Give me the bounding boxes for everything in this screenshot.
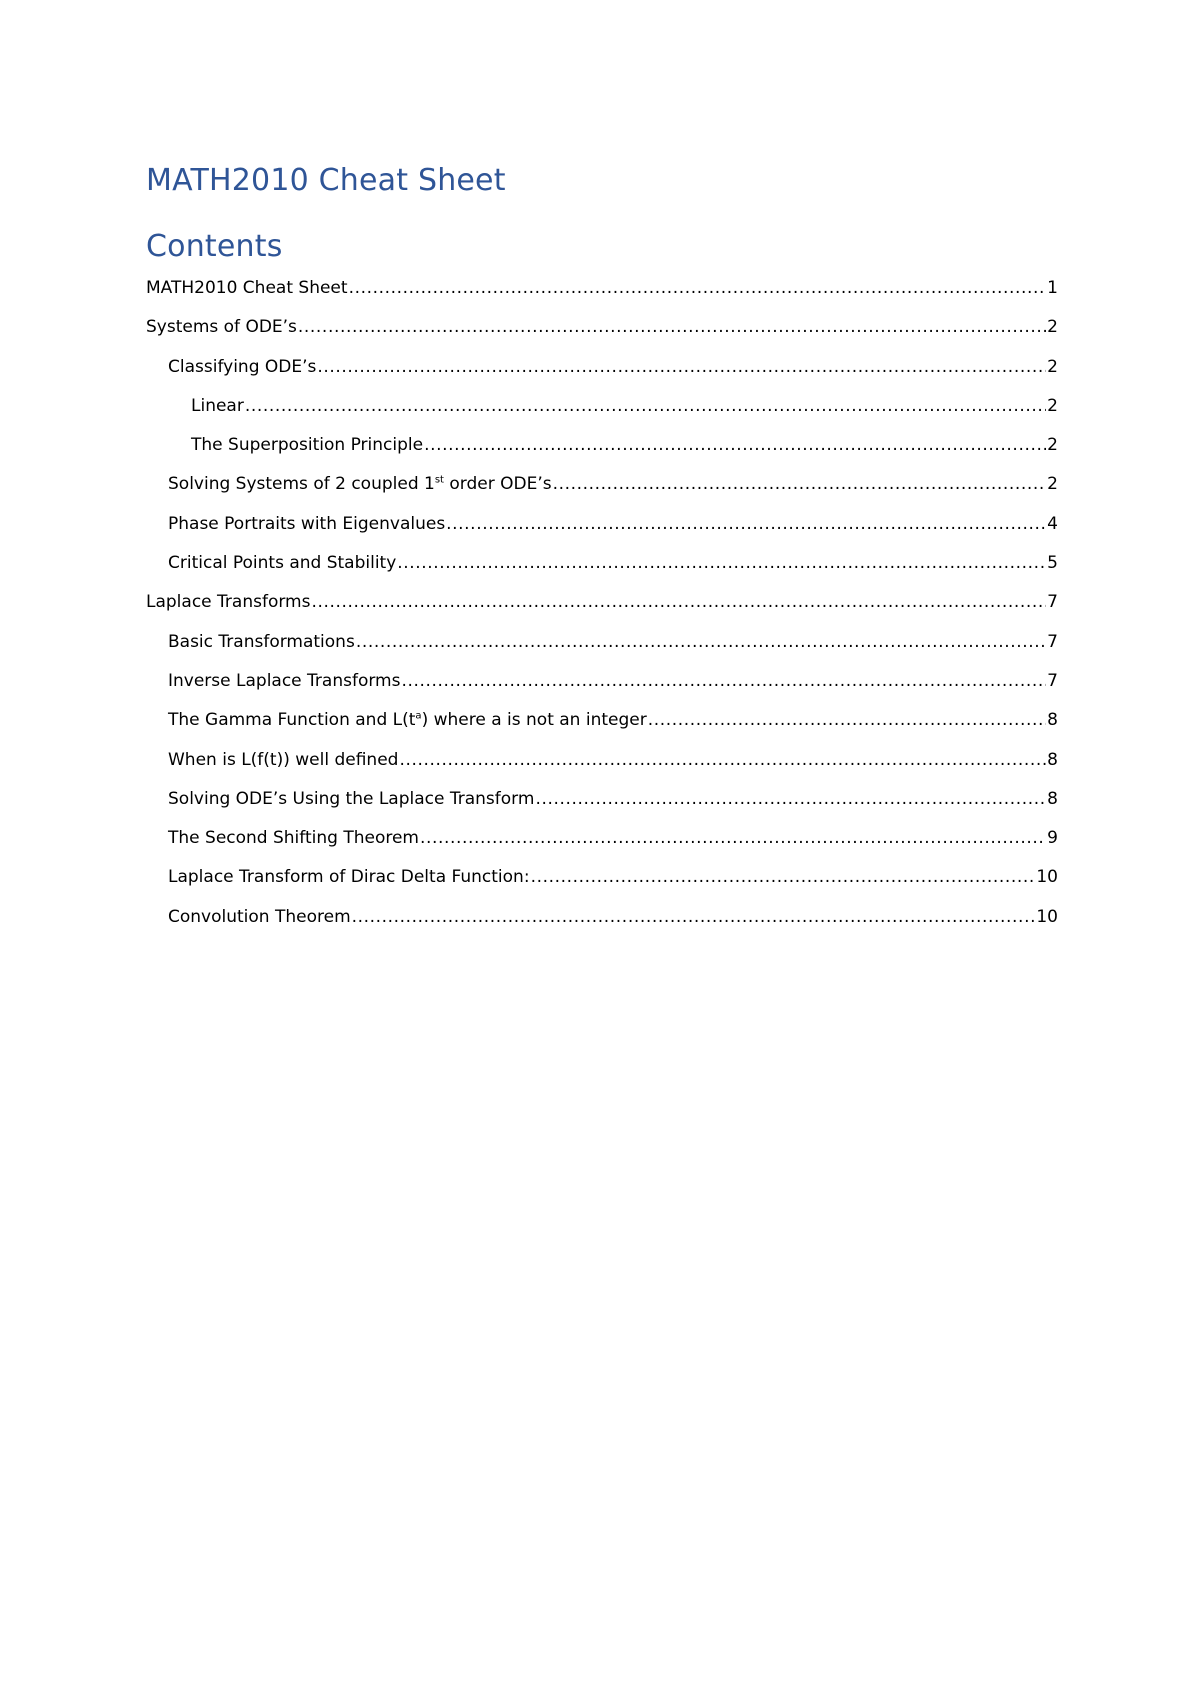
- toc-page-number: 4: [1047, 513, 1058, 534]
- toc-entry-title-text: Classifying ODE’s: [168, 356, 317, 377]
- document-title: MATH2010 Cheat Sheet: [146, 163, 506, 198]
- toc-entry[interactable]: [146, 551, 1058, 590]
- toc-entry[interactable]: [146, 708, 1058, 747]
- toc-page-number: 1: [1047, 278, 1058, 298]
- toc-entry-title[interactable]: [168, 669, 400, 693]
- toc-dot-leader: [401, 669, 1046, 693]
- toc-entry-title[interactable]: [168, 787, 534, 811]
- table-of-contents: [146, 276, 1058, 944]
- toc-dot-leader: [553, 472, 1047, 496]
- toc-entry-title-text: When is L(f(t)) well defined: [168, 749, 399, 770]
- toc-entry-title[interactable]: [168, 905, 351, 929]
- toc-entry-title-text: Inverse Laplace Transforms: [168, 670, 401, 691]
- toc-entry-title[interactable]: [168, 826, 419, 850]
- toc-dot-leader: [397, 551, 1046, 575]
- toc-page-number: 7: [1047, 670, 1058, 691]
- toc-page-number: 10: [1036, 867, 1058, 888]
- toc-entry-title-text: Basic Transformations: [168, 631, 355, 652]
- toc-entry[interactable]: [146, 315, 1058, 354]
- toc-page-number: 7: [1047, 631, 1058, 652]
- toc-entry-title-text: The Superposition Principle: [191, 435, 424, 456]
- toc-entry-title-text: The Second Shifting Theorem: [168, 828, 419, 849]
- toc-entry-title-text: Solving Systems of 2 coupled 1: [168, 474, 435, 495]
- toc-page-number: 2: [1047, 395, 1058, 416]
- toc-entry-title[interactable]: [168, 551, 396, 575]
- toc-entry-title-text: MATH2010 Cheat Sheet: [146, 278, 348, 298]
- toc-entry-title-text-after: ) where a is not an integer: [421, 710, 647, 731]
- toc-entry-title[interactable]: [168, 472, 552, 496]
- toc-entry[interactable]: [146, 787, 1058, 826]
- toc-page-number: 2: [1047, 474, 1058, 495]
- toc-entry[interactable]: [146, 826, 1058, 865]
- toc-entry-title-text-after: order ODE’s: [443, 474, 552, 495]
- toc-entry-title[interactable]: [168, 355, 316, 379]
- toc-entry[interactable]: [146, 630, 1058, 669]
- toc-page-number: 2: [1047, 317, 1058, 338]
- toc-entry-title[interactable]: [191, 394, 244, 418]
- toc-entry-title[interactable]: [146, 315, 297, 339]
- toc-entry-title-text: Laplace Transforms: [146, 592, 311, 613]
- toc-dot-leader: [531, 865, 1036, 889]
- toc-entry-title-text: Convolution Theorem: [168, 906, 351, 927]
- toc-dot-leader: [352, 905, 1036, 929]
- toc-page-number: 8: [1047, 749, 1058, 770]
- toc-entry-title[interactable]: [168, 865, 530, 889]
- toc-entry-superscript: a: [415, 710, 422, 722]
- toc-entry[interactable]: [146, 748, 1058, 787]
- toc-entry-title[interactable]: [168, 748, 398, 772]
- toc-heading: Contents: [146, 229, 283, 264]
- toc-page-number: 2: [1047, 356, 1058, 377]
- toc-page-number: 8: [1047, 788, 1058, 809]
- toc-entry-title-text: Linear: [191, 395, 244, 416]
- toc-entry-title-text: The Gamma Function and L(t: [168, 710, 416, 731]
- toc-page-number: 5: [1047, 553, 1058, 574]
- toc-page-number: 8: [1047, 710, 1058, 731]
- toc-entry-title[interactable]: [168, 708, 647, 732]
- toc-entry[interactable]: [146, 669, 1058, 708]
- toc-entry-title-text: Solving ODE’s Using the Laplace Transform: [168, 788, 535, 809]
- toc-entry[interactable]: [146, 512, 1058, 551]
- toc-entry[interactable]: [146, 905, 1058, 944]
- toc-entry[interactable]: [146, 433, 1058, 472]
- toc-page-number: 7: [1047, 592, 1058, 613]
- toc-dot-leader: [424, 433, 1046, 457]
- toc-dot-leader: [349, 276, 1047, 300]
- toc-entry[interactable]: [146, 590, 1058, 629]
- toc-entry-title[interactable]: [146, 590, 310, 614]
- toc-entry-title[interactable]: [191, 433, 423, 457]
- toc-dot-leader: [245, 394, 1046, 418]
- toc-page-number: 2: [1047, 435, 1058, 456]
- toc-page-number: 10: [1036, 906, 1058, 927]
- toc-dot-leader: [298, 315, 1046, 339]
- toc-entry[interactable]: [146, 276, 1058, 315]
- toc-dot-leader: [648, 708, 1046, 732]
- toc-entry-title-text: Phase Portraits with Eigenvalues: [168, 513, 446, 534]
- toc-entry-title-text: Critical Points and Stability: [168, 553, 397, 574]
- toc-entry-superscript: st: [434, 474, 444, 486]
- toc-entry[interactable]: [146, 865, 1058, 904]
- toc-dot-leader: [446, 512, 1046, 536]
- toc-dot-leader: [535, 787, 1046, 811]
- toc-entry[interactable]: [146, 472, 1058, 511]
- toc-dot-leader: [311, 590, 1046, 614]
- toc-dot-leader: [399, 748, 1046, 772]
- toc-entry[interactable]: [146, 355, 1058, 394]
- toc-entry[interactable]: [146, 394, 1058, 433]
- toc-entry-title[interactable]: [168, 630, 355, 654]
- toc-dot-leader: [317, 355, 1046, 379]
- toc-entry-title-text: Laplace Transform of Dirac Delta Function:: [168, 867, 530, 888]
- toc-entry-title-text: Systems of ODE’s: [146, 317, 297, 338]
- toc-dot-leader: [420, 826, 1046, 850]
- toc-entry-title[interactable]: [168, 512, 445, 536]
- toc-page-number: 9: [1047, 828, 1058, 849]
- toc-dot-leader: [356, 630, 1046, 654]
- toc-entry-title[interactable]: [146, 276, 348, 300]
